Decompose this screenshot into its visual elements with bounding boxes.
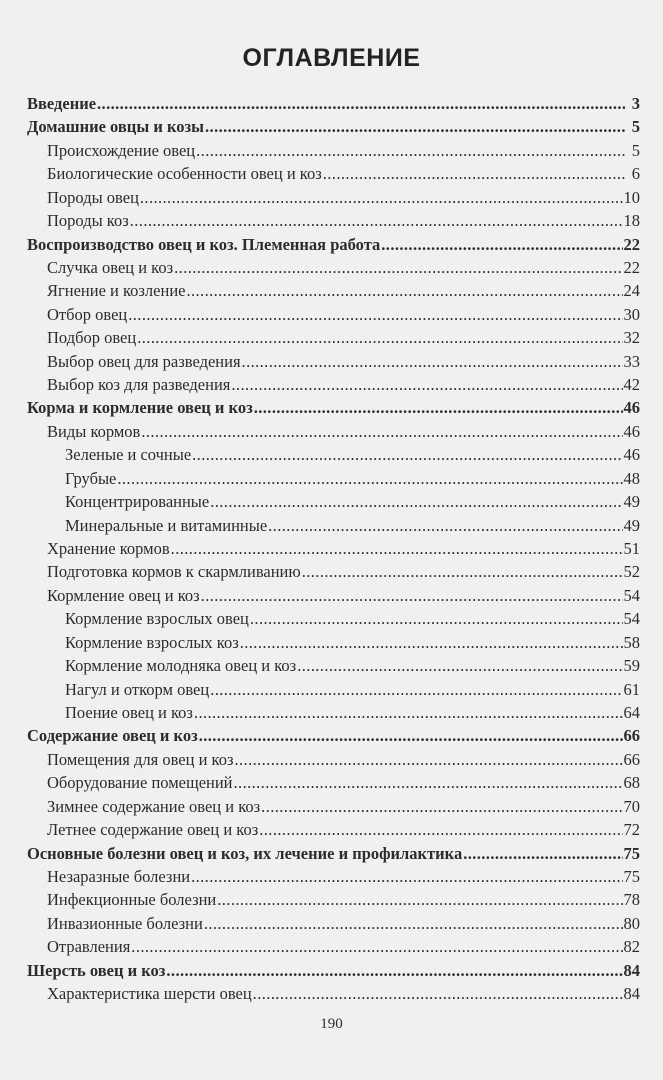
toc-subsection-row[interactable] — [27, 490, 640, 513]
toc-entry-page: 46 — [623, 445, 640, 465]
toc-entry-page: 75 — [623, 843, 640, 863]
toc-entry-page: 6 — [631, 164, 640, 184]
toc-section-row[interactable] — [27, 584, 640, 607]
toc-section-row[interactable] — [27, 912, 640, 935]
toc-entry-title: Выбор овец для разведения — [47, 351, 241, 371]
toc-entry-title: Кормление взрослых коз — [65, 632, 239, 652]
toc-entry-page: 84 — [623, 960, 640, 980]
dot-leader — [242, 350, 623, 373]
toc-section-row[interactable] — [27, 818, 640, 841]
toc-entry-title: Случка овец и коз — [47, 257, 174, 277]
dot-leader — [235, 748, 623, 771]
toc-entry-title: Подготовка кормов к скармливанию — [47, 562, 301, 582]
toc-entry-page: 82 — [623, 937, 640, 957]
dot-leader — [210, 678, 622, 701]
toc-entry-title: Виды кормов — [47, 421, 141, 441]
toc-chapter-row[interactable] — [27, 842, 640, 865]
dot-leader — [186, 279, 622, 302]
dot-leader — [166, 959, 622, 982]
toc-entry-title: Основные болезни овец и коз, их лечение и профилактика — [27, 843, 463, 863]
toc-entry-title: Инвазионные болезни — [47, 913, 203, 933]
toc-entry-page: 54 — [623, 585, 640, 605]
dot-leader — [259, 818, 622, 841]
toc-entry-page: 22 — [623, 257, 640, 277]
dot-leader — [253, 982, 623, 1005]
toc-section-row[interactable] — [27, 373, 640, 396]
toc-entry-title: Биологические особенности овец и коз — [47, 164, 322, 184]
toc-entry-page: 42 — [623, 375, 640, 395]
toc-subsection-row[interactable] — [27, 654, 640, 677]
dot-leader — [130, 209, 623, 232]
dot-leader — [97, 92, 625, 115]
toc-entry-page: 18 — [623, 211, 640, 231]
dot-leader — [254, 396, 623, 419]
toc-section-row[interactable] — [27, 795, 640, 818]
toc-entry-title: Происхождение овец — [47, 140, 196, 160]
toc-entry-title: Подбор овец — [47, 328, 137, 348]
toc-chapter-row[interactable] — [27, 396, 640, 419]
dot-leader — [196, 139, 625, 162]
toc-entry-page: 61 — [623, 679, 640, 699]
toc-entry-page: 68 — [623, 773, 640, 793]
toc-section-row[interactable] — [27, 326, 640, 349]
toc-entry-title: Инфекционные болезни — [47, 890, 217, 910]
dot-leader — [204, 912, 623, 935]
toc-entry-page: 66 — [623, 726, 640, 746]
toc-entry-title: Ягнение и козление — [47, 281, 186, 301]
toc-entry-page: 80 — [623, 913, 640, 933]
dot-leader — [217, 888, 622, 911]
toc-section-row[interactable] — [27, 303, 640, 326]
toc-section-row[interactable] — [27, 560, 640, 583]
toc-entry-title: Концентрированные — [65, 492, 210, 512]
page-number: 190 — [320, 1016, 343, 1032]
toc-entry-page: 75 — [623, 866, 640, 886]
toc-entry-title: Породы коз — [47, 211, 129, 231]
toc-entry-page: 32 — [623, 328, 640, 348]
toc-entry-title: Корма и кормление овец и коз — [27, 398, 253, 418]
toc-chapter-row[interactable] — [27, 724, 640, 747]
dot-leader — [297, 654, 622, 677]
toc-entry-title: Хранение кормов — [47, 539, 170, 559]
toc-subsection-row[interactable] — [27, 467, 640, 490]
toc-entry-page: 24 — [623, 281, 640, 301]
toc-entry-title: Отбор овец — [47, 304, 128, 324]
dot-leader — [128, 303, 622, 326]
toc-entry-page: 58 — [623, 632, 640, 652]
toc-entry-page: 49 — [623, 492, 640, 512]
table-of-contents — [27, 92, 640, 1005]
toc-entry-title: Поение овец и коз — [65, 702, 193, 722]
toc-entry-title: Породы овец — [47, 187, 139, 207]
toc-chapter-row[interactable] — [27, 115, 640, 138]
toc-chapter-row[interactable] — [27, 233, 640, 256]
toc-entry-page: 66 — [623, 749, 640, 769]
toc-chapter-row[interactable] — [27, 92, 640, 115]
dot-leader — [463, 842, 622, 865]
toc-section-row[interactable] — [27, 350, 640, 373]
toc-entry-page: 78 — [623, 890, 640, 910]
toc-entry-title: Шерсть овец и коз — [27, 960, 166, 980]
dot-leader — [381, 233, 622, 256]
dot-leader — [205, 115, 625, 138]
toc-entry-title: Характеристика шерсти овец — [47, 984, 252, 1004]
toc-entry-page: 3 — [631, 94, 640, 113]
toc-section-row[interactable] — [27, 537, 640, 560]
page-title: ОГЛАВЛЕНИЕ — [242, 44, 421, 72]
toc-entry-title: Воспроизводство овец и коз. Племенная работа — [27, 234, 381, 254]
toc-entry-title: Незаразные болезни — [47, 866, 191, 886]
toc-section-row[interactable] — [27, 888, 640, 911]
dot-leader — [240, 631, 623, 654]
toc-section-row[interactable] — [27, 982, 640, 1005]
toc-entry-page: 46 — [623, 398, 640, 418]
toc-entry-title: Домашние овцы и козы — [27, 117, 205, 137]
dot-leader — [192, 443, 622, 466]
dot-leader — [141, 420, 622, 443]
toc-entry-page: 59 — [623, 656, 640, 676]
toc-subsection-row[interactable] — [27, 701, 640, 724]
toc-entry-page: 49 — [623, 515, 640, 535]
dot-leader — [199, 724, 623, 747]
toc-entry-page: 54 — [623, 609, 640, 629]
dot-leader — [194, 701, 623, 724]
toc-entry-title: Нагул и откорм овец — [65, 679, 210, 699]
toc-subsection-row[interactable] — [27, 631, 640, 654]
toc-entry-title: Кормление овец и коз — [47, 585, 200, 605]
dot-leader — [234, 771, 623, 794]
dot-leader — [268, 514, 622, 537]
dot-leader — [261, 795, 622, 818]
toc-section-row[interactable] — [27, 186, 640, 209]
toc-entry-title: Помещения для овец и коз — [47, 749, 234, 769]
toc-section-row[interactable] — [27, 420, 640, 443]
toc-entry-page: 33 — [623, 351, 640, 371]
dot-leader — [131, 935, 622, 958]
dot-leader — [201, 584, 623, 607]
dot-leader — [140, 186, 623, 209]
toc-entry-page: 46 — [623, 421, 640, 441]
toc-section-row[interactable] — [27, 771, 640, 794]
toc-subsection-row[interactable] — [27, 514, 640, 537]
toc-section-row[interactable] — [27, 139, 640, 162]
toc-entry-title: Выбор коз для разведения — [47, 375, 231, 395]
dot-leader — [323, 162, 625, 185]
toc-entry-title: Зеленые и сочные — [65, 445, 192, 465]
dot-leader — [191, 865, 622, 888]
dot-leader — [174, 256, 622, 279]
dot-leader — [117, 467, 622, 490]
toc-entry-title: Минеральные и витаминные — [65, 515, 268, 535]
toc-entry-title: Летнее содержание овец и коз — [47, 820, 259, 840]
toc-entry-title: Зимнее содержание овец и коз — [47, 796, 261, 816]
toc-section-row[interactable] — [27, 279, 640, 302]
dot-leader — [210, 490, 622, 513]
toc-subsection-row[interactable] — [27, 607, 640, 630]
toc-entry-page: 30 — [623, 304, 640, 324]
toc-section-row[interactable] — [27, 209, 640, 232]
dot-leader — [231, 373, 622, 396]
toc-entry-title: Грубые — [65, 468, 117, 488]
dot-leader — [171, 537, 623, 560]
toc-section-row[interactable] — [27, 748, 640, 771]
toc-entry-page: 64 — [623, 702, 640, 722]
dot-leader — [302, 560, 623, 583]
toc-entry-title: Кормление молодняка овец и коз — [65, 656, 297, 676]
toc-entry-page: 22 — [623, 234, 640, 254]
toc-entry-title: Оборудование помещений — [47, 773, 233, 793]
toc-section-row[interactable] — [27, 256, 640, 279]
dot-leader — [137, 326, 622, 349]
dot-leader — [250, 607, 623, 630]
toc-entry-page: 10 — [623, 187, 640, 207]
toc-entry-page: 5 — [631, 140, 640, 160]
toc-entry-page: 48 — [623, 468, 640, 488]
toc-section-row[interactable] — [27, 935, 640, 958]
toc-chapter-row[interactable] — [27, 959, 640, 982]
toc-entry-page: 5 — [631, 117, 640, 137]
toc-section-row[interactable] — [27, 162, 640, 185]
toc-entry-title: Введение — [27, 94, 97, 113]
toc-entry-title: Кормление взрослых овец — [65, 609, 249, 629]
toc-entry-page: 84 — [623, 984, 640, 1004]
toc-entry-title: Отравления — [47, 937, 131, 957]
toc-subsection-row[interactable] — [27, 678, 640, 701]
toc-subsection-row[interactable] — [27, 443, 640, 466]
toc-entry-page: 72 — [623, 820, 640, 840]
toc-entry-page: 52 — [623, 562, 640, 582]
toc-section-row[interactable] — [27, 865, 640, 888]
toc-entry-page: 70 — [623, 796, 640, 816]
toc-entry-title: Содержание овец и коз — [27, 726, 198, 746]
toc-entry-page: 51 — [623, 539, 640, 559]
